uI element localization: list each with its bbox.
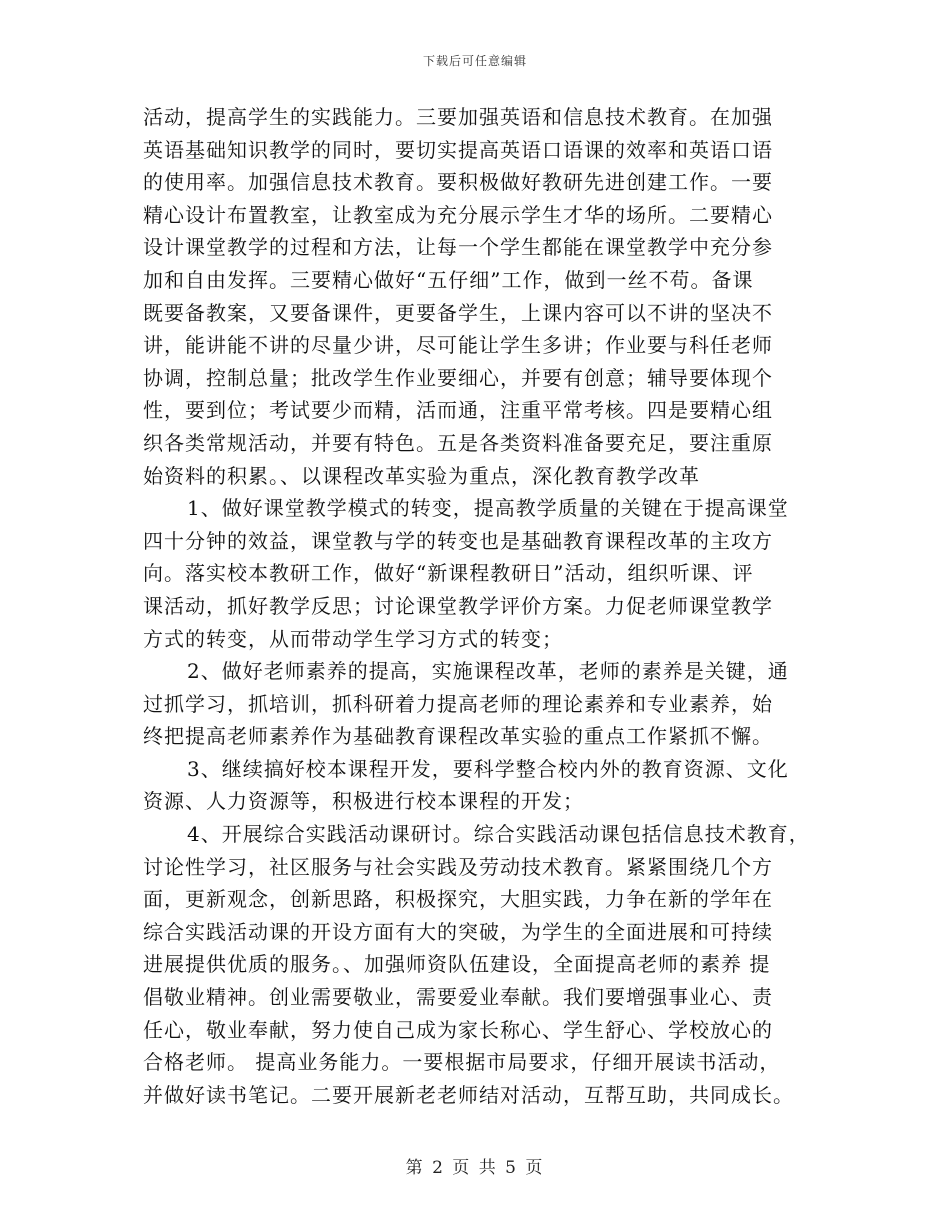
page-header: 下载后可任意编辑 xyxy=(422,54,527,68)
text-line: 始资料的积累。、以课程改革实验为重点，深化教育教学改革 xyxy=(143,463,700,488)
text-line: 合格老师。 提高业务能力。一要根据市局要求，仔细开展读书活动， xyxy=(143,1050,781,1075)
text-line: 性，要到位；考试要少而精，活而通，注重平常考核。四是要精心组 xyxy=(143,398,773,423)
text-line: 协调，控制总量；批改学生作业要细心，并要有创意；辅导要体现个 xyxy=(143,365,773,390)
text-line: 并做好读书笔记。二要开展新老老师结对活动，互帮互助，共同成长。 xyxy=(143,1082,794,1107)
text-line: 加和自由发挥。三要精心做好“五仔细”工作，做到一丝不苟。备课 xyxy=(143,267,754,292)
document-body xyxy=(143,101,815,1111)
text-line: 讨论性学习，社区服务与社会实践及劳动技术教育。紧紧围绕几个方 xyxy=(143,854,773,879)
text-line: 3、继续搞好校本课程开发，要科学整合校内外的教育资源、文化 xyxy=(187,756,789,781)
text-line: 面，更新观念，创新思路，积极探究，大胆实践，力争在新的学年在 xyxy=(143,887,773,912)
text-line: 4、开展综合实践活动课研讨。综合实践活动课包括信息技术教育， xyxy=(187,822,810,847)
text-line: 活动，提高学生的实践能力。三要加强英语和信息技术教育。在加强 xyxy=(143,105,773,129)
text-line: 资源、人力资源等，积极进行校本课程的开发； xyxy=(143,789,584,814)
text-line: 英语基础知识教学的同时，要切实提高英语口语课的效率和英语口语 xyxy=(143,137,773,162)
text-line: 任心，敬业奉献，努力使自己成为家长称心、学生舒心、学校放心的 xyxy=(143,1017,773,1042)
text-line: 课活动，抓好教学反思；讨论课堂教学评价方案。力促老师课堂教学 xyxy=(143,593,773,618)
text-line: 织各类常规活动，并要有特色。五是各类资料准备要充足，要注重原 xyxy=(143,430,773,455)
text-line: 讲，能讲能不讲的尽量少讲，尽可能让学生多讲；作业要与科任老师 xyxy=(143,333,773,358)
text-line: 进展提供优质的服务。、加强师资队伍建设，全面提高老师的素养 提 xyxy=(143,952,771,977)
text-line: 倡敬业精神。创业需要敬业，需要爱业奉献。我们要增强事业心、责 xyxy=(143,985,773,1010)
text-line: 向。落实校本教研工作，做好“新课程教研日”活动，组织听课、评 xyxy=(143,561,754,586)
text-line: 终把提高老师素养作为基础教育课程改革实验的重点工作紧抓不懈。 xyxy=(143,724,773,749)
text-line: 精心设计布置教室，让教室成为充分展示学生才华的场所。二要精心 xyxy=(143,202,773,227)
text-line: 四十分钟的效益，课堂教与学的转变也是基础教育课程改革的主攻方 xyxy=(143,528,773,553)
text-line: 2、做好老师素养的提高，实施课程改革，老师的素养是关键，通 xyxy=(187,659,789,684)
page-number-footer: 第 2 页 共 5 页 xyxy=(405,1158,545,1178)
text-line: 设计课堂教学的过程和方法，让每一个学生都能在课堂教学中充分参 xyxy=(143,235,773,260)
text-line: 的使用率。加强信息技术教育。要积极做好教研先进创建工作。一要 xyxy=(143,170,773,195)
text-line: 1、做好课堂教学模式的转变，提高教学质量的关键在于提高课堂 xyxy=(187,496,789,521)
text-line: 综合实践活动课的开设方面有大的突破，为学生的全面进展和可持续 xyxy=(143,919,773,944)
text-line: 既要备教案，又要备课件，更要备学生，上课内容可以不讲的坚决不 xyxy=(143,300,773,325)
text-line: 过抓学习，抓培训，抓科研着力提高老师的理论素养和专业素养，始 xyxy=(143,691,773,716)
text-line: 方式的转变，从而带动学生学习方式的转变； xyxy=(143,626,563,651)
